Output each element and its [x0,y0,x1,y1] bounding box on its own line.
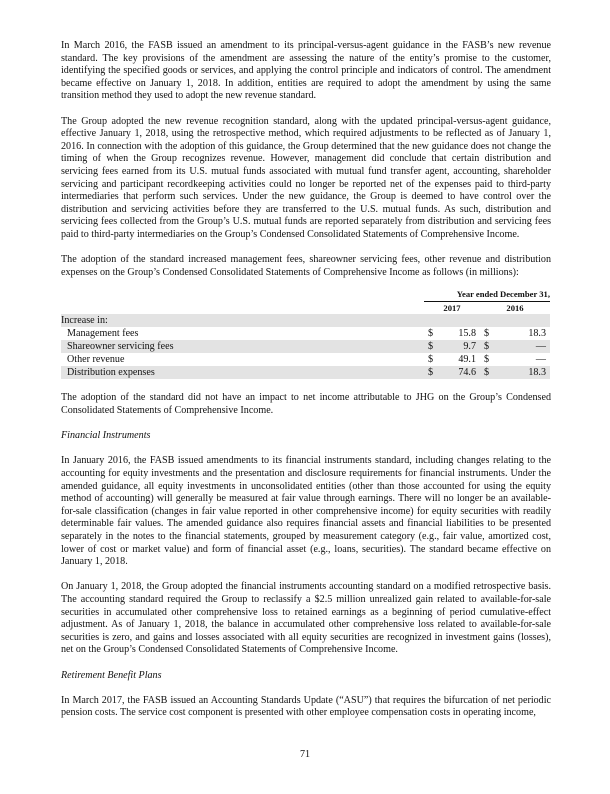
table-years-row [61,301,550,314]
currency-symbol: $ [428,327,434,339]
paragraph-no-net-income-impact: The adoption of the standard did not have an impact to net income attributable to JHG on the Group’s Condensed Consolidated Statements of Comprehensive Income. [61,392,551,417]
paragraph-retirement-benefit-asu: In March 2017, the FASB issued an Accounting Standards Update (“ASU”) that requires the bifurcation of net periodic pension costs. The service cost component is presented with other employee compensation costs in operating income, [61,694,551,719]
table-row [61,327,550,340]
value-2016: 18.3 [528,327,546,339]
row-label: Distribution expenses [61,366,424,379]
paragraph-financial-instruments-adoption: On January 1, 2018, the Group adopted the financial instruments accounting standard on a modified retrospective basis. The accounting standard required the Group to reclassify a $2.5 million unrealized gain related to available-for-sale securities in accumulated other comprehensive loss to retained earnings as a beginning of period cumulative-effect adjustment. As of January 1, 2018, the balance in accumulated other comprehensive loss related to available-for-sale securities is zero, and gains and losses associated with all equity securities are recognized in investment gains (losses), net on the Group’s Condensed Consolidated Statements of Comprehensive Income. [61,581,551,656]
paragraph-principal-agent: In March 2016, the FASB issued an amendment to its principal-versus-agent guidance in the FASB’s new revenue standard. The key provisions of the amendment are assessing the nature of the entity’s promise to the customer, identifying the specified goods or services, and applying the control principle and indicators of control. The amendment became effective on January 1, 2018. In addition, entities are required to adopt the amendment by using the same transition method they used to adopt the new revenue standard. [61,40,551,102]
table-section-row [61,314,550,327]
column-header-2016: 2016 [480,301,550,314]
currency-symbol: $ [480,366,494,379]
value-2017: 9.7 [438,340,480,353]
page-number: 71 [299,749,311,760]
value-2016: — [494,340,550,353]
document-page [61,40,551,733]
paragraph-financial-instruments-amendments: In January 2016, the FASB issued amendments to its financial instruments standard, including changes relating to the accounting for equity investments and the presentation and disclosure requirements for financial instruments. Under the amended guidance, all equity investments in unconsolidated entities (other than those accounted for using the equity method of accounting) will generally be measured at fair value through earnings. There will no longer be an available-for-sale classification (changes in fair value reported in other comprehensive income) for equity securities with readily determinable fair values. The amended guidance also requires financial assets and financial liabilities to be presented separately in the notes to the financial statements, grouped by measurement category (e.g., fair value, amortized cost, lower of cost or market value) and form of financial asset (e.g., loans, securities). The standard became effective on January 1, 2018. [61,455,551,568]
year-ended-header: Year ended December 31, [424,288,550,301]
currency-symbol: $ [480,340,494,353]
table-header-row [61,288,550,301]
currency-symbol: $ [424,340,438,353]
row-label: Other revenue [67,353,125,365]
adoption-impact-table [61,288,550,379]
currency-symbol: $ [484,327,490,339]
section-label: Increase in: [61,314,424,327]
value-2017: 74.6 [438,366,480,379]
row-label: Shareowner servicing fees [61,340,424,353]
value-2016: 18.3 [494,366,550,379]
row-label: Management fees [67,327,139,339]
value-2017: 49.1 [458,353,476,365]
currency-symbol: $ [424,366,438,379]
column-header-2017: 2017 [424,301,480,314]
section-heading-financial-instruments: Financial Instruments [61,430,151,442]
value-2016: — [535,353,546,365]
table-row [61,353,550,366]
table-row [61,340,550,353]
section-heading-retirement-benefit-plans: Retirement Benefit Plans [61,669,162,681]
paragraph-revenue-recognition-adoption: The Group adopted the new revenue recognition standard, along with the updated principal-versus-agent guidance, effective January 1, 2018, using the retrospective method, which required adjustments to be reflected as of January 1, 2016. In connection with the adoption of this guidance, the Group determined that the new guidance does not change the timing of when the Group recognizes revenue. However, management did conclude that certain distribution and servicing fees earned from its U.S. mutual funds associated with mutual fund transfer agent, accounting, shareholder servicing and participant recordkeeping activities could no longer be reported net of the expenses paid to third-party intermediaries that perform such services. Under the new guidance, the Group is deemed to have control over the distribution and servicing activities before they are transferred to the U.S. mutual funds. As such, distribution and servicing fees collected from the Group’s U.S. mutual funds are reported separately from distribution and servicing fees paid to third-party intermediaries on the Group’s Condensed Consolidated Statements of Comprehensive Income. [61,115,551,240]
currency-symbol: $ [484,353,490,365]
value-2017: 15.8 [458,327,476,339]
paragraph-adoption-table-intro: The adoption of the standard increased management fees, shareowner servicing fees, other revenue and distribution expenses on the Group’s Condensed Consolidated Statements of Comprehensive Income as follows (in millions): [61,254,551,278]
table-row [61,366,550,379]
currency-symbol: $ [428,353,434,365]
